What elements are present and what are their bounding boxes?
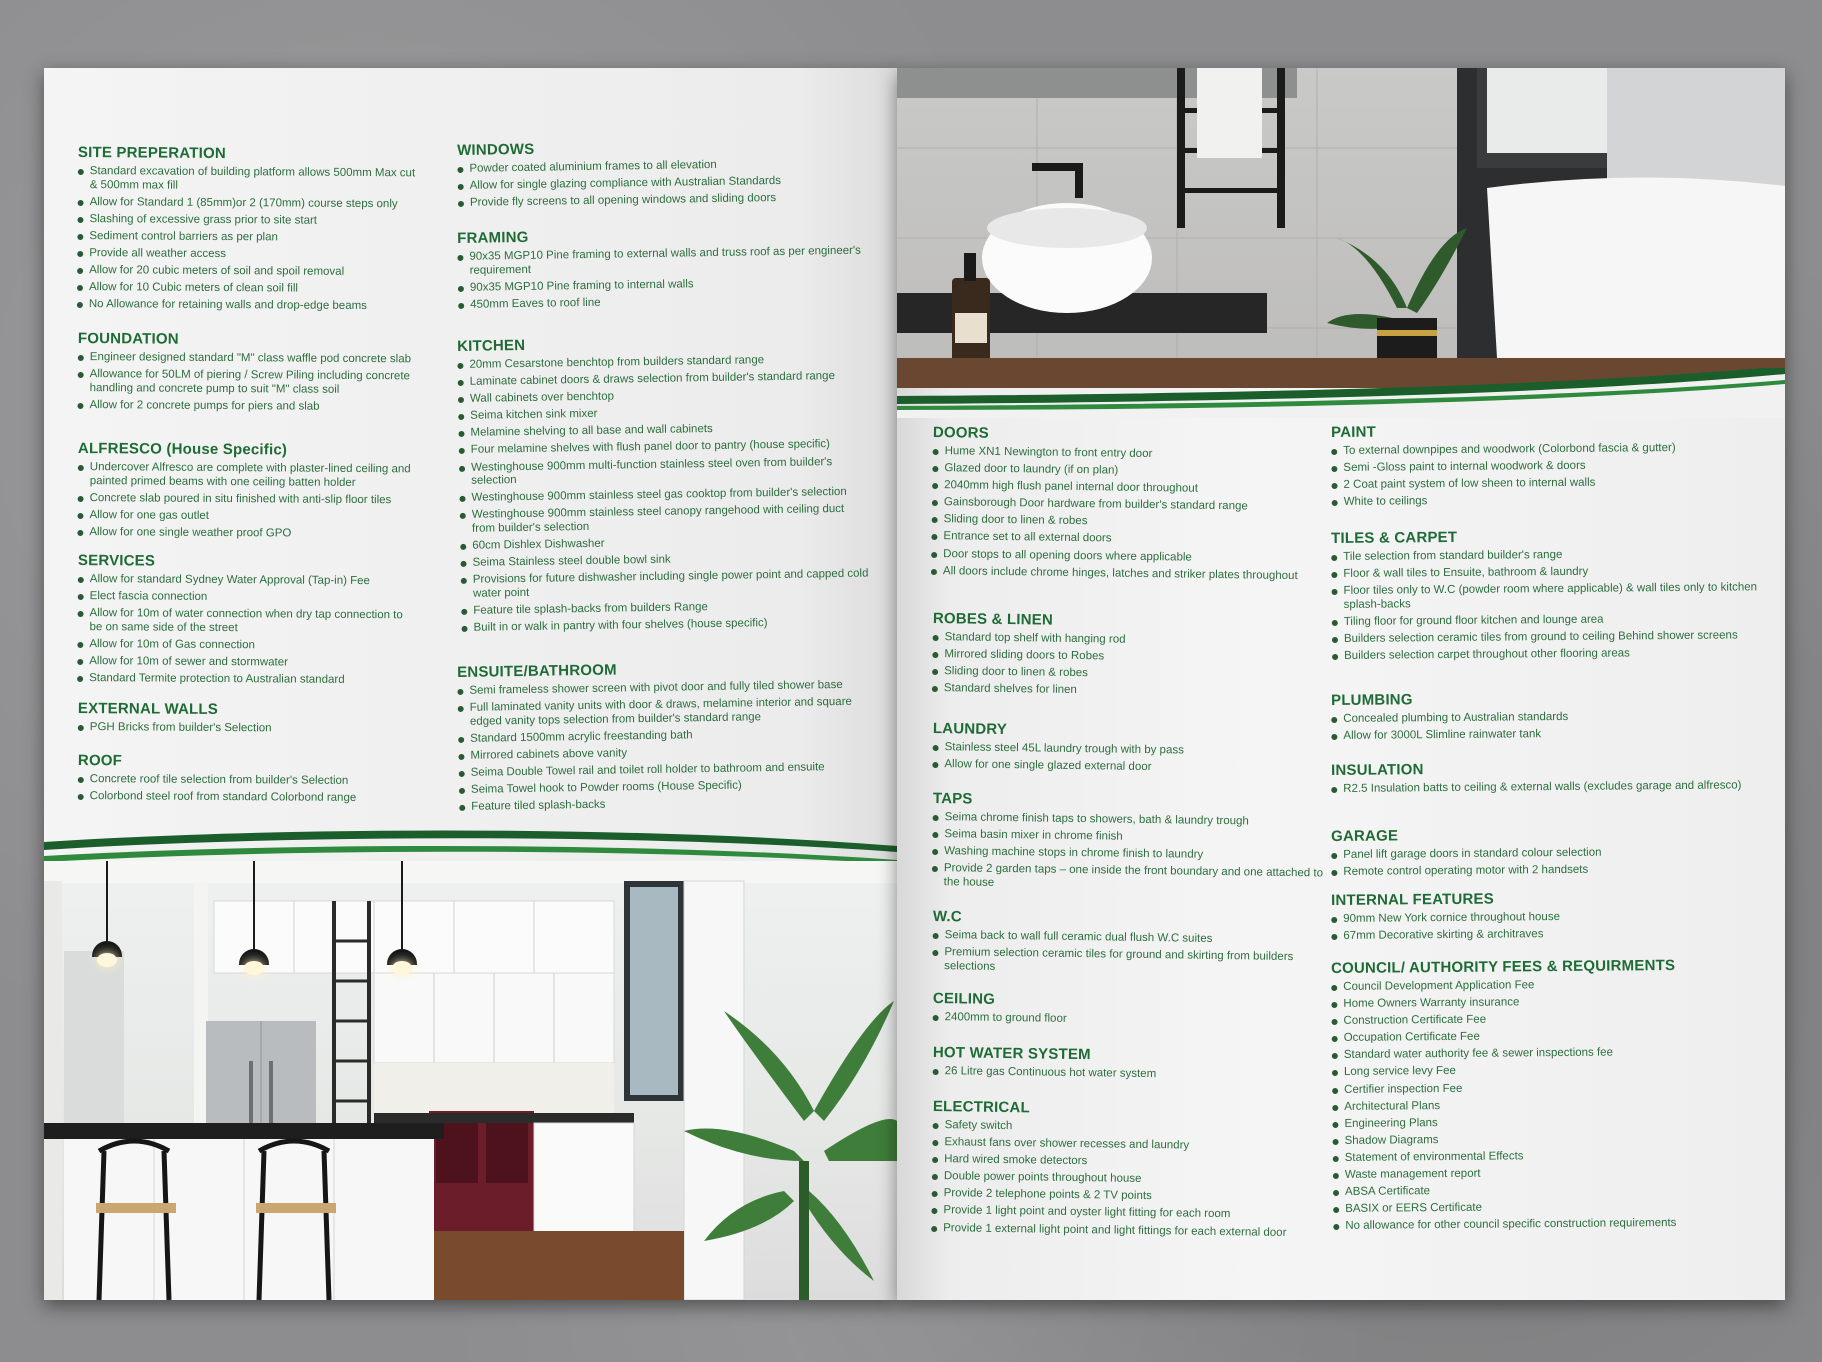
section-alfresco-house-specific	[77, 440, 418, 545]
spec-list-item: Allow for 20 cubic meters of soil and spoil removal	[77, 264, 417, 280]
spec-list-item: 90mm New York cornice throughout house	[1331, 909, 1771, 926]
spec-list-item: Standard top shelf with hanging rod	[933, 631, 1333, 650]
section-site-preperation	[77, 144, 418, 318]
spec-list-item: Safety switch	[933, 1119, 1333, 1138]
spec-list-item: Allowance for 50LM of piering / Screw Piling including concrete handling and concrete pump to suit "M" class soil	[78, 368, 418, 397]
section-heading: HOT WATER SYSTEM	[932, 1044, 1091, 1064]
spec-list-item: Waste management report	[1333, 1165, 1773, 1182]
section-heading: INTERNAL FEATURES	[1331, 890, 1495, 909]
right-page	[897, 68, 1785, 1300]
section-ceiling	[932, 990, 1332, 1034]
spec-list-item: Home Owners Warranty insurance	[1331, 994, 1771, 1011]
section-heading: INSULATION	[1331, 761, 1424, 779]
bathroom-photo	[897, 68, 1785, 388]
spec-list-item: 450mm Eaves to roof line	[458, 292, 868, 312]
spec-list-item: Washing machine stops in chrome finish to laundry	[932, 845, 1332, 864]
spec-list-item: Westinghouse 900mm stainless steel canopy rangehood with ceiling duct from builder's selection	[460, 503, 870, 536]
spec-list-item: 2040mm high flush panel internal door throughout	[932, 479, 1332, 498]
spec-list	[77, 165, 418, 314]
section-ensuite-bathroom	[457, 658, 869, 819]
spec-list-item: Glazed door to laundry (if on plan)	[932, 462, 1332, 481]
spec-list-item: 20mm Cesarstone benchtop from builders standard range	[457, 353, 867, 373]
section-roof	[78, 752, 418, 810]
section-heading: EXTERNAL WALLS	[77, 700, 219, 718]
section-doors	[931, 424, 1333, 587]
spec-list-item: Exhaust fans over shower recesses and laundry	[932, 1136, 1332, 1155]
kitchen-photo	[44, 861, 897, 1300]
spec-list-item: Tiling floor for ground floor kitchen and lounge area	[1332, 612, 1772, 629]
spec-list	[932, 631, 1333, 701]
spec-list-item: Allow for 3000L Slimline rainwater tank	[1331, 726, 1771, 743]
spec-list-item: Standard 1500mm acrylic freestanding bath	[458, 726, 868, 746]
spec-list-item: Occupation Certificate Fee	[1332, 1028, 1772, 1045]
section-heading: SERVICES	[77, 552, 156, 570]
spec-list-item: Certifier inspection Fee	[1332, 1080, 1772, 1097]
section-heading: TAPS	[932, 790, 973, 808]
spec-list-item: Built in or walk in pantry with four shelves (house specific)	[461, 615, 871, 635]
spec-list-item: Allow for 10m of sewer and stormwater	[77, 655, 417, 671]
spec-list	[932, 929, 1333, 979]
spec-list-item: Hard wired smoke detectors	[932, 1153, 1332, 1172]
section-heading: W.C	[932, 908, 962, 926]
spec-list-item: Concrete roof tile selection from builder's Selection	[78, 773, 418, 789]
spec-list-item: Semi -Gloss paint to internal woodwork & doors	[1331, 458, 1771, 475]
spec-list-item: Standard Termite protection to Australian standard	[77, 672, 417, 688]
section-hot-water-system	[932, 1044, 1332, 1088]
spec-list-item: Seima Double Towel rail and toilet roll holder to bathroom and ensuite	[459, 760, 869, 780]
spec-list-item: Provide 1 light point and oyster light fitting for each room	[931, 1204, 1331, 1223]
spec-list-item: Allow for one single weather proof GPO	[77, 526, 417, 542]
spec-list-item: Concealed plumbing to Australian standards	[1331, 709, 1771, 726]
spec-list-item: Semi frameless shower screen with pivot door and fully tiled shower base	[457, 679, 867, 699]
spec-list-item: White to ceilings	[1332, 492, 1772, 509]
section-heading: COUNCIL/ AUTHORITY FEES & REQUIRMENTS	[1331, 956, 1676, 977]
section-council-authority-fees-requirments	[1331, 956, 1773, 1237]
spec-list-item: Gainsborough Door hardware from builder's standard range	[932, 496, 1332, 515]
spec-list-item: Standard shelves for linen	[932, 682, 1332, 701]
section-heading: PLUMBING	[1331, 691, 1413, 709]
spec-list-item: Standard water authority fee & sewer inspections fee	[1332, 1046, 1772, 1063]
section-taps	[932, 790, 1333, 898]
spec-list-item: Slashing of excessive grass prior to site start	[77, 213, 417, 229]
section-external-walls	[78, 700, 418, 740]
spec-list	[1331, 977, 1773, 1234]
spec-list-item: Elect fascia connection	[78, 590, 418, 606]
spec-list-item: Architectural Plans	[1332, 1097, 1772, 1114]
spec-list-item: Undercover Alfresco are complete with plaster-lined ceiling and painted primed beams with one ceiling batten holder	[78, 461, 418, 490]
section-heading: FOUNDATION	[77, 330, 179, 348]
spec-list-item: Allow for one single glazed external door	[932, 758, 1332, 777]
spec-list-item: Double power points throughout house	[932, 1170, 1332, 1189]
spec-list	[1331, 779, 1771, 796]
spec-list-item: Provide 1 external light point and light fittings for each external door	[931, 1222, 1331, 1241]
spec-list-item: Concrete slab poured in situ finished with anti-slip floor tiles	[78, 492, 418, 508]
spec-list-item: No Allowance for retaining walls and drop-edge beams	[77, 298, 417, 314]
section-insulation	[1331, 758, 1771, 800]
spec-list	[932, 741, 1332, 777]
spec-list-item: Builders selection carpet throughout other flooring areas	[1332, 646, 1772, 663]
spec-list	[77, 461, 418, 542]
section-robes-linen	[932, 610, 1333, 705]
spec-list	[77, 573, 418, 688]
section-heading: FRAMING	[457, 228, 529, 247]
spec-list-item: 60cm Dishlex Dishwasher	[460, 533, 870, 553]
spec-list-item: Entrance set to all external doors	[931, 530, 1331, 549]
spec-list-item: Powder coated aluminium frames to all elevation	[457, 157, 867, 177]
section-windows	[457, 136, 868, 215]
spec-list-item: Wall cabinets over benchtop	[458, 387, 868, 407]
section-services	[77, 552, 418, 691]
spec-list	[933, 1065, 1333, 1084]
spec-list-item: All doors include chrome hinges, latches and striker plates throughout	[931, 565, 1331, 584]
spec-list-item: Provide 2 telephone points & 2 TV points	[932, 1187, 1332, 1206]
section-internal-features	[1331, 888, 1771, 947]
spec-list-item: Engineer designed standard "M" class waffle pod concrete slab	[78, 351, 418, 367]
spec-list-item: Panel lift garage doors in standard colour selection	[1331, 845, 1771, 862]
spec-list-item: Allow for one gas outlet	[77, 509, 417, 525]
spec-list-item: Seima Stainless steel double bowl sink	[460, 550, 870, 570]
section-garage	[1331, 824, 1771, 883]
section-heading: SITE PREPERATION	[77, 144, 226, 163]
spec-list-item: Provide 2 garden taps – one inside the front boundary and one attached to the house	[932, 862, 1332, 895]
spec-list-item: Westinghouse 900mm stainless steel gas cooktop from builder's selection	[459, 486, 869, 506]
spec-list-item: Hume XN1 Newington to front entry door	[933, 445, 1333, 464]
spec-list-item: Provide all weather access	[77, 247, 417, 263]
spec-list-item: Floor & wall tiles to Ensuite, bathroom & laundry	[1331, 564, 1771, 581]
spec-list	[457, 245, 868, 313]
spec-list-item: No allowance for other council specific construction requirements	[1333, 1216, 1773, 1233]
spec-list-item: Four melamine shelves with flush panel door to pantry (house specific)	[459, 438, 869, 458]
spec-list-item: Colorbond steel roof from standard Colorbond range	[78, 790, 418, 806]
spec-list-item: Westinghouse 900mm multi-function stainless steel oven from builder's selection	[459, 455, 869, 488]
spec-list-item: Provide fly screens to all opening windows and sliding doors	[458, 191, 868, 211]
spec-list-item: Construction Certificate Fee	[1331, 1011, 1771, 1028]
section-heading: ELECTRICAL	[932, 1098, 1030, 1117]
section-heading: ROBES & LINEN	[932, 610, 1054, 629]
spec-list-item: R2.5 Insulation batts to ceiling & external walls (excludes garage and alfresco)	[1331, 779, 1771, 796]
spec-list-item: Feature tile splash-backs from builders Range	[461, 598, 871, 618]
spec-list	[933, 1011, 1333, 1030]
spec-list-item: Provisions for future dishwasher including single power point and capped cold water point	[461, 568, 871, 601]
spec-list-item: Mirrored cabinets above vanity	[458, 743, 868, 763]
green-swoosh-divider	[897, 368, 1785, 418]
section-laundry	[932, 720, 1333, 781]
spec-list-item: Sediment control barriers as per plan	[77, 230, 417, 246]
section-heading: PAINT	[1331, 423, 1377, 441]
spec-list-item: Seima kitchen sink mixer	[458, 404, 868, 424]
spec-list	[931, 445, 1333, 584]
spec-list-item: Allow for standard Sydney Water Approval (Tap-in) Fee	[78, 573, 418, 589]
section-heading: GARAGE	[1331, 827, 1399, 845]
spec-list-item: Allow for 10m of water connection when dry tap connection to be on same side of the street	[77, 607, 417, 636]
spec-list-item: Laminate cabinet doors & draws selection from builder's standard range	[458, 370, 868, 390]
spec-list	[457, 353, 871, 636]
spec-list	[1331, 845, 1771, 879]
spec-list-item: Floor tiles only to W.C (powder room where applicable) & wall tiles only to kitchen splash-backs	[1331, 581, 1771, 612]
section-foundation	[77, 330, 418, 418]
spec-list-item: ABSA Certificate	[1333, 1182, 1773, 1199]
spec-list-item: Full laminated vanity units with door & draws, melamine interior and square edged vanity tops selection from builder's standard range	[458, 696, 868, 729]
section-plumbing	[1331, 688, 1771, 747]
spec-list-item: 90x35 MGP10 Pine framing to internal walls	[458, 275, 868, 295]
spec-list	[1331, 909, 1771, 943]
section-kitchen	[457, 332, 872, 639]
spec-list-item: Builders selection ceramic tiles from ground to ceiling Behind shower screens	[1332, 629, 1772, 646]
section-paint	[1331, 420, 1772, 513]
spec-list	[78, 773, 418, 806]
spec-list-item: Seima basin mixer in chrome finish	[932, 828, 1332, 847]
spec-list-item: Seima Towel hook to Powder rooms (House Specific)	[459, 778, 869, 798]
spec-list-item: Remote control operating motor with 2 handsets	[1331, 862, 1771, 879]
spec-list	[457, 157, 868, 211]
spec-list-item: Allow for 10 Cubic meters of clean soil fill	[77, 281, 417, 297]
spec-list-item: 90x35 MGP10 Pine framing to external walls and truss roof as per engineer's requirement	[457, 245, 867, 278]
section-heading: WINDOWS	[457, 140, 535, 159]
section-heading: ROOF	[77, 752, 123, 770]
spec-list	[77, 351, 417, 415]
spec-list-item: 2400mm to ground floor	[933, 1011, 1333, 1030]
spec-list-item: Sliding door to linen & robes	[932, 513, 1332, 532]
spec-list-item: Premium selection ceramic tiles for ground and skirting from builders selections	[932, 946, 1332, 979]
spec-list-item: Seima chrome finish taps to showers, bath & laundry trough	[933, 811, 1333, 830]
spec-list-item: Tile selection from standard builder's range	[1331, 547, 1771, 564]
spec-list-item: To external downpipes and woodwork (Colorbond fascia & gutter)	[1331, 441, 1771, 458]
spec-list-item: Engineering Plans	[1332, 1114, 1772, 1131]
section-heading: KITCHEN	[457, 336, 526, 355]
spec-list	[1331, 709, 1771, 743]
spec-list	[78, 721, 418, 737]
spec-list-item: Melamine shelving to all base and wall cabinets	[458, 421, 868, 441]
spec-list-item: Door stops to all opening doors where applicable	[931, 548, 1331, 567]
section-framing	[457, 224, 868, 316]
section-heading: DOORS	[932, 424, 990, 442]
spec-list-item: 26 Litre gas Continuous hot water system	[933, 1065, 1333, 1084]
spec-list	[932, 811, 1333, 895]
spec-list-item: Allow for single glazing compliance with Australian Standards	[458, 174, 868, 194]
spec-list-item: 2 Coat paint system of low sheen to internal walls	[1331, 475, 1771, 492]
spec-list	[1331, 547, 1772, 663]
spec-list-item: Mirrored sliding doors to Robes	[932, 648, 1332, 667]
spec-list-item: PGH Bricks from builder's Selection	[78, 721, 418, 737]
spec-list	[457, 679, 869, 815]
section-heading: ALFRESCO (House Specific)	[77, 440, 288, 459]
spec-list-item: Allow for 10m of Gas connection	[77, 638, 417, 654]
spec-list-item: Standard excavation of building platform allows 500mm Max cut & 500mm max fill	[78, 165, 418, 194]
left-page	[44, 68, 897, 1300]
spec-list-item: BASIX or EERS Certificate	[1333, 1199, 1773, 1216]
spec-list-item: Sliding door to linen & robes	[932, 665, 1332, 684]
section-heading: CEILING	[932, 990, 996, 1008]
spec-list-item: Long service levy Fee	[1332, 1063, 1772, 1080]
section-tiles-carpet	[1331, 526, 1772, 667]
spec-list-item: Allow for 2 concrete pumps for piers and slab	[77, 399, 417, 415]
section-electrical	[931, 1098, 1333, 1244]
spec-list-item: Seima back to wall full ceramic dual flush W.C suites	[933, 929, 1333, 948]
spec-list-item: Feature tiled splash-backs	[459, 795, 869, 815]
spec-list	[931, 1119, 1333, 1241]
section-w-c	[932, 908, 1333, 982]
spec-list	[1331, 441, 1772, 510]
section-heading: LAUNDRY	[932, 720, 1008, 739]
spec-list-item: Statement of environmental Effects	[1333, 1148, 1773, 1165]
section-heading: TILES & CARPET	[1331, 528, 1458, 547]
spec-list-item: 67mm Decorative skirting & architraves	[1331, 926, 1771, 943]
spec-list-item: Council Development Application Fee	[1331, 977, 1771, 994]
section-heading: ENSUITE/BATHROOM	[457, 661, 617, 681]
spec-list-item: Allow for Standard 1 (85mm)or 2 (170mm) course steps only	[78, 196, 418, 212]
spec-list-item: Stainless steel 45L laundry trough with by pass	[933, 741, 1333, 760]
spec-list-item: Shadow Diagrams	[1333, 1131, 1773, 1148]
